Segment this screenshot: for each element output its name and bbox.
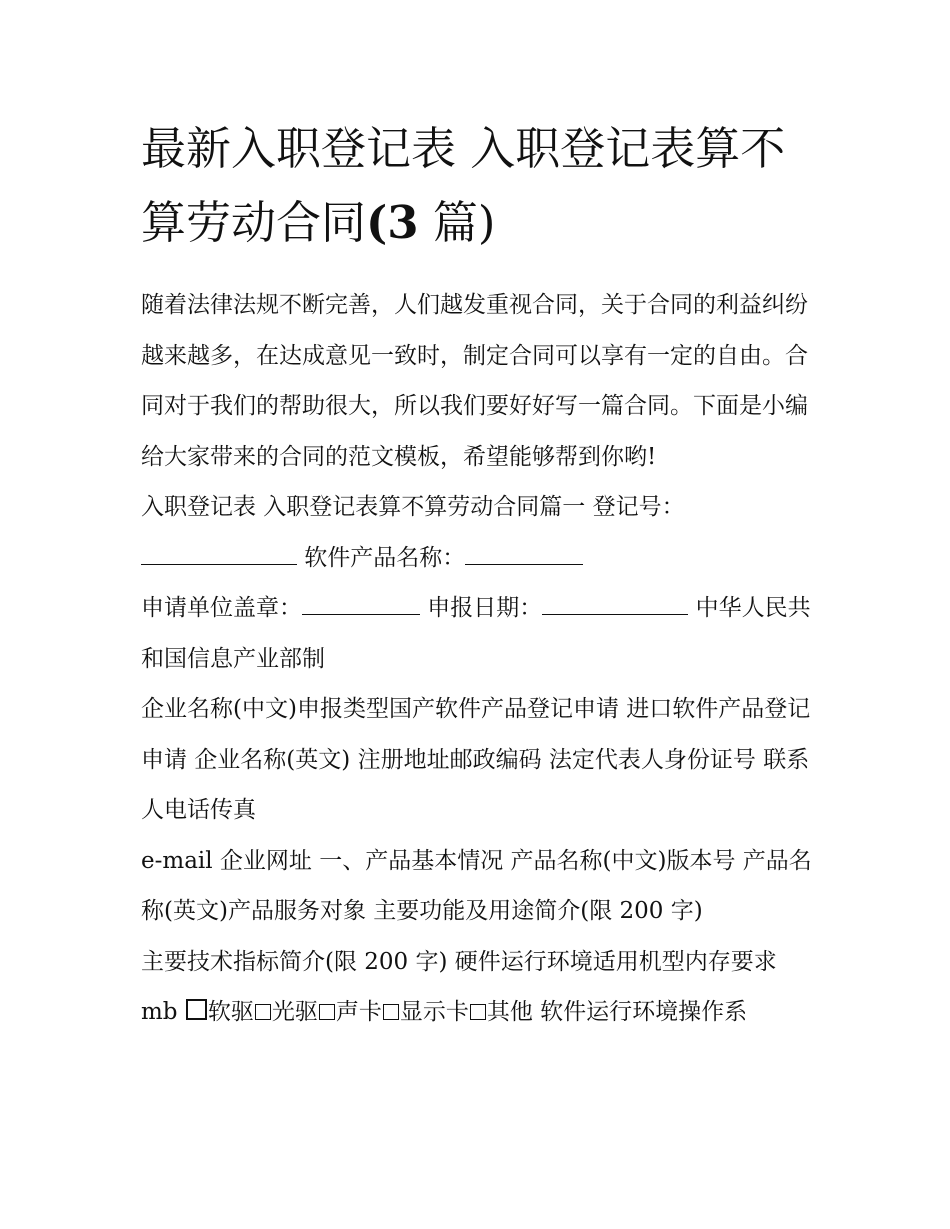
- title-count: (3: [366, 196, 419, 249]
- display-label: 显示卡: [399, 999, 469, 1025]
- floppy-label: 软驱: [207, 999, 254, 1025]
- title-text: 最新入职登记表 入职登记表算不算劳动合同: [141, 122, 786, 249]
- mb-label: mb: [141, 999, 185, 1025]
- display-checkbox[interactable]: [383, 1004, 399, 1020]
- applicant-line: [141, 583, 821, 684]
- other-label: 其他 软件运行环境操作系: [486, 999, 748, 1025]
- declare-date-blank[interactable]: [542, 594, 688, 615]
- title-suffix: 篇): [418, 196, 496, 249]
- document-title: [141, 112, 821, 260]
- ministry-text: 中华人民共和国信息产业部制: [141, 595, 811, 672]
- intro-paragraph: 随着法律法规不断完善，人们越发重视合同，关于合同的利益纠纷越来越多，在达成意见一致时，制定合同可以享有一定的自由。合同对于我们的帮助很大，所以我们要好好写一篇合同。下面是小编给大家带来的合同的范文模板，希望能够帮到你哟!: [141, 292, 808, 470]
- tech-specs-text: 主要技术指标简介(限 200 字) 硬件运行环境适用机型内存要求: [141, 948, 777, 975]
- cdrom-label: 光驱: [271, 999, 318, 1025]
- soundcard-checkbox[interactable]: [319, 1004, 335, 1020]
- applicant-seal-blank[interactable]: [302, 594, 420, 615]
- floppy-checkbox[interactable]: [186, 999, 207, 1020]
- document-body: [141, 280, 821, 1038]
- other-checkbox[interactable]: [470, 1004, 486, 1020]
- applicant-seal-label: 申请单位盖章：: [141, 595, 302, 621]
- software-name-blank[interactable]: [465, 544, 583, 565]
- cdrom-checkbox[interactable]: [255, 1004, 271, 1020]
- document-page: [141, 112, 821, 1038]
- software-name-label: 软件产品名称：: [297, 544, 466, 571]
- tech-specs-paragraph: [141, 937, 821, 1038]
- declare-date-label: 申报日期：: [420, 595, 543, 621]
- form-fields-paragraph: 企业名称(中文)申报类型国产软件产品登记申请 进口软件产品登记申请 企业名称(英文) 注册地址邮政编码 法定代表人身份证号 联系人电话传真: [141, 696, 811, 823]
- registration-line: [141, 533, 821, 584]
- section1-heading: 入职登记表 入职登记表算不算劳动合同篇一 登记号：: [141, 494, 685, 520]
- product-info-paragraph: e-mail 企业网址 一、产品基本情况 产品名称(中文)版本号 产品名称(英文)产品服务对象 主要功能及用途简介(限 200 字): [141, 847, 812, 924]
- registration-number-blank[interactable]: [141, 544, 297, 565]
- soundcard-label: 声卡: [335, 999, 382, 1025]
